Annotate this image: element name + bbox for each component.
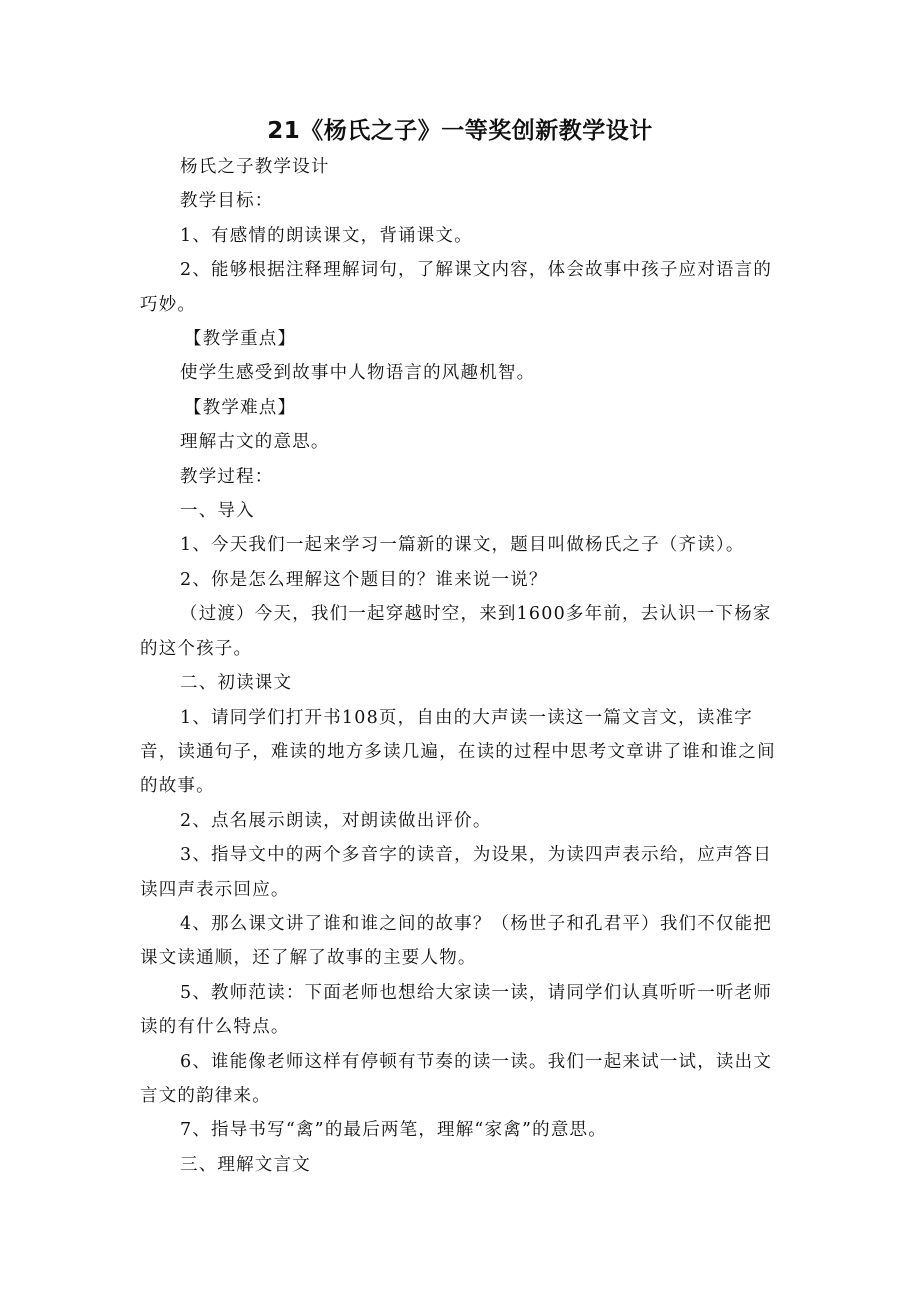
document-body [140,150,790,1182]
paragraph-subtitle: 杨氏之子教学设计 [180,157,330,177]
paragraph-section-1-heading: 一、导入 [180,501,255,522]
paragraph-objectives-heading: 教学目标： [180,191,274,212]
paragraph-intro-1: 1、今天我们一起来学习一篇新的课文，题目叫做杨氏之子（齐读）。 [180,535,745,556]
paragraph-intro-2: 2、你是怎么理解这个题目的？谁来说一说？ [180,569,548,590]
paragraph-reading-7: 7、指导书写“禽”的最后两笔，理解“家禽”的意思。 [180,1120,607,1141]
paragraph-reading-6: 6、谁能像老师这样有停顿有节奏的读一读。我们一起来试一试，读出文言文的韵律来。 [140,1051,773,1106]
paragraph-reading-3: 3、指导文中的两个多音字的读音，为设果，为读四声表示给，应声答日读四声表示回应。 [140,845,773,900]
paragraph-difficulties-heading: 【教学难点】 [184,397,297,418]
paragraph-reading-2: 2、点名展示朗读，对朗读做出评价。 [180,810,492,831]
paragraph-section-2-heading: 二、初读课文 [180,673,293,694]
paragraph-reading-4: 4、那么课文讲了谁和谁之间的故事？（杨世子和孔君平）我们不仅能把课文读通顺，还了解了故事的主要人物。 [140,913,773,969]
paragraph-key-points: 使学生感受到故事中人物语言的风趣机智。 [180,363,536,384]
paragraph-reading-5: 5、教师范读：下面老师也想给大家读一读，请同学们认真听听一听老师读的有什么特点。 [140,982,773,1038]
paragraph-objective-1: 1、有感情的朗读课文，背诵课文。 [180,225,473,246]
paragraph-reading-1: 1、请同学们打开书108页，自由的大声读一读这一篇文言文，读准字音，读通句子，难读的地方多读几遍，在读的过程中思考文章讲了谁和谁之间的故事。 [140,707,776,797]
paragraph-difficulties: 理解古文的意思。 [180,432,330,453]
document-title: 21《杨氏之子》一等奖创新教学设计 [267,118,653,144]
paragraph-key-points-heading: 【教学重点】 [184,329,297,350]
paragraph-section-3-heading: 三、理解文言文 [180,1154,311,1175]
paragraph-objective-2: 2、能够根据注释理解词句，了解课文内容，体会故事中孩子应对语言的巧妙。 [140,260,773,315]
paragraph-transition: （过渡）今天，我们一起穿越时空，来到1600多年前，去认识一下杨家的这个孩子。 [140,604,772,659]
paragraph-process-heading: 教学过程： [180,466,274,487]
